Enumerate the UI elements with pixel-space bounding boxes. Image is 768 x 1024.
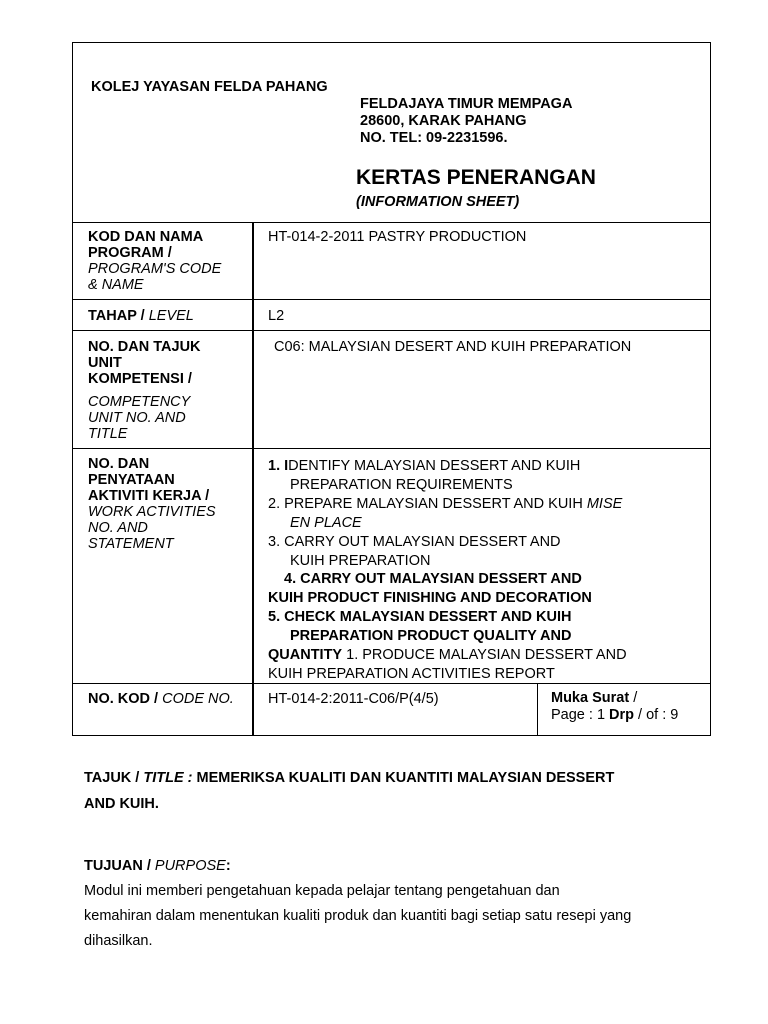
program-label: KOD DAN NAMA PROGRAM / PROGRAM'S CODE & NAME	[88, 229, 222, 293]
document-subtitle: (INFORMATION SHEET)	[356, 194, 520, 210]
page-cell-divider	[537, 683, 538, 736]
row-divider	[72, 448, 711, 449]
section-title: TAJUK / TITLE : MEMERIKSA KUALITI DAN KUANTITI MALAYSIAN DESSERT	[84, 770, 615, 786]
level-label: TAHAP / LEVEL	[88, 308, 194, 324]
purpose-paragraph-line-1: Modul ini memberi pengetahuan kepada pelajar tentang pengetahuan dan	[84, 883, 560, 899]
address-line-2: 28600, KARAK PAHANG	[360, 113, 527, 129]
code-value: HT-014-2:2011-C06/P(4/5)	[268, 691, 439, 707]
document-title: KERTAS PENERANGAN	[356, 166, 596, 189]
competency-value: C06: MALAYSIAN DESERT AND KUIH PREPARATION	[274, 339, 632, 355]
address-line-1: FELDAJAYA TIMUR MEMPAGA	[360, 96, 573, 112]
purpose-paragraph-line-2: kemahiran dalam menentukan kualiti produk dan kuantiti bagi setiap satu resepi yang	[84, 908, 632, 924]
purpose-heading: TUJUAN / PURPOSE:	[84, 858, 231, 874]
row-divider	[72, 299, 711, 300]
level-value: L2	[268, 308, 285, 324]
purpose-paragraph-line-3: dihasilkan.	[84, 933, 153, 949]
section-title-continued: AND KUIH.	[84, 796, 159, 812]
competency-label: NO. DAN TAJUK UNIT KOMPETENSI / COMPETENCY UNIT NO. AND TITLE	[88, 339, 201, 442]
row-divider	[72, 330, 711, 331]
telephone: NO. TEL: 09-2231596.	[360, 130, 508, 146]
code-label: NO. KOD / CODE NO.	[88, 691, 234, 707]
page-number: Muka Surat / Page : 1 Drp / of : 9	[551, 690, 679, 723]
college-name: KOLEJ YAYASAN FELDA PAHANG	[91, 79, 328, 95]
activities-label: NO. DAN PENYATAAN AKTIVITI KERJA / WORK ACTIVITIES NO. AND STATEMENT	[88, 456, 216, 552]
program-value: HT-014-2-2011 PASTRY PRODUCTION	[268, 229, 527, 245]
activities-list: 1. IDENTIFY MALAYSIAN DESSERT AND KUIH PREPARATION REQUIREMENTS 2. PREPARE MALAYSIAN DESSERT AND KUIH MISE EN PLACE 3. CARRY OUT MALAYSIAN DESSERT AND KUIH PREPARATION 4. CARRY OUT MALAYSIAN DESSERT AND KUIH PRODUCT FINISHING AND DECORATION 5. CHECK MALAYSIAN DESSERT AND KUIH PREPARATION PRODUCT QUALITY AND QUANTITY 1. PRODUCE MALAYSIAN DESSERT AND KUIH PREPARATION ACTIVITIES REPORT	[268, 458, 627, 682]
